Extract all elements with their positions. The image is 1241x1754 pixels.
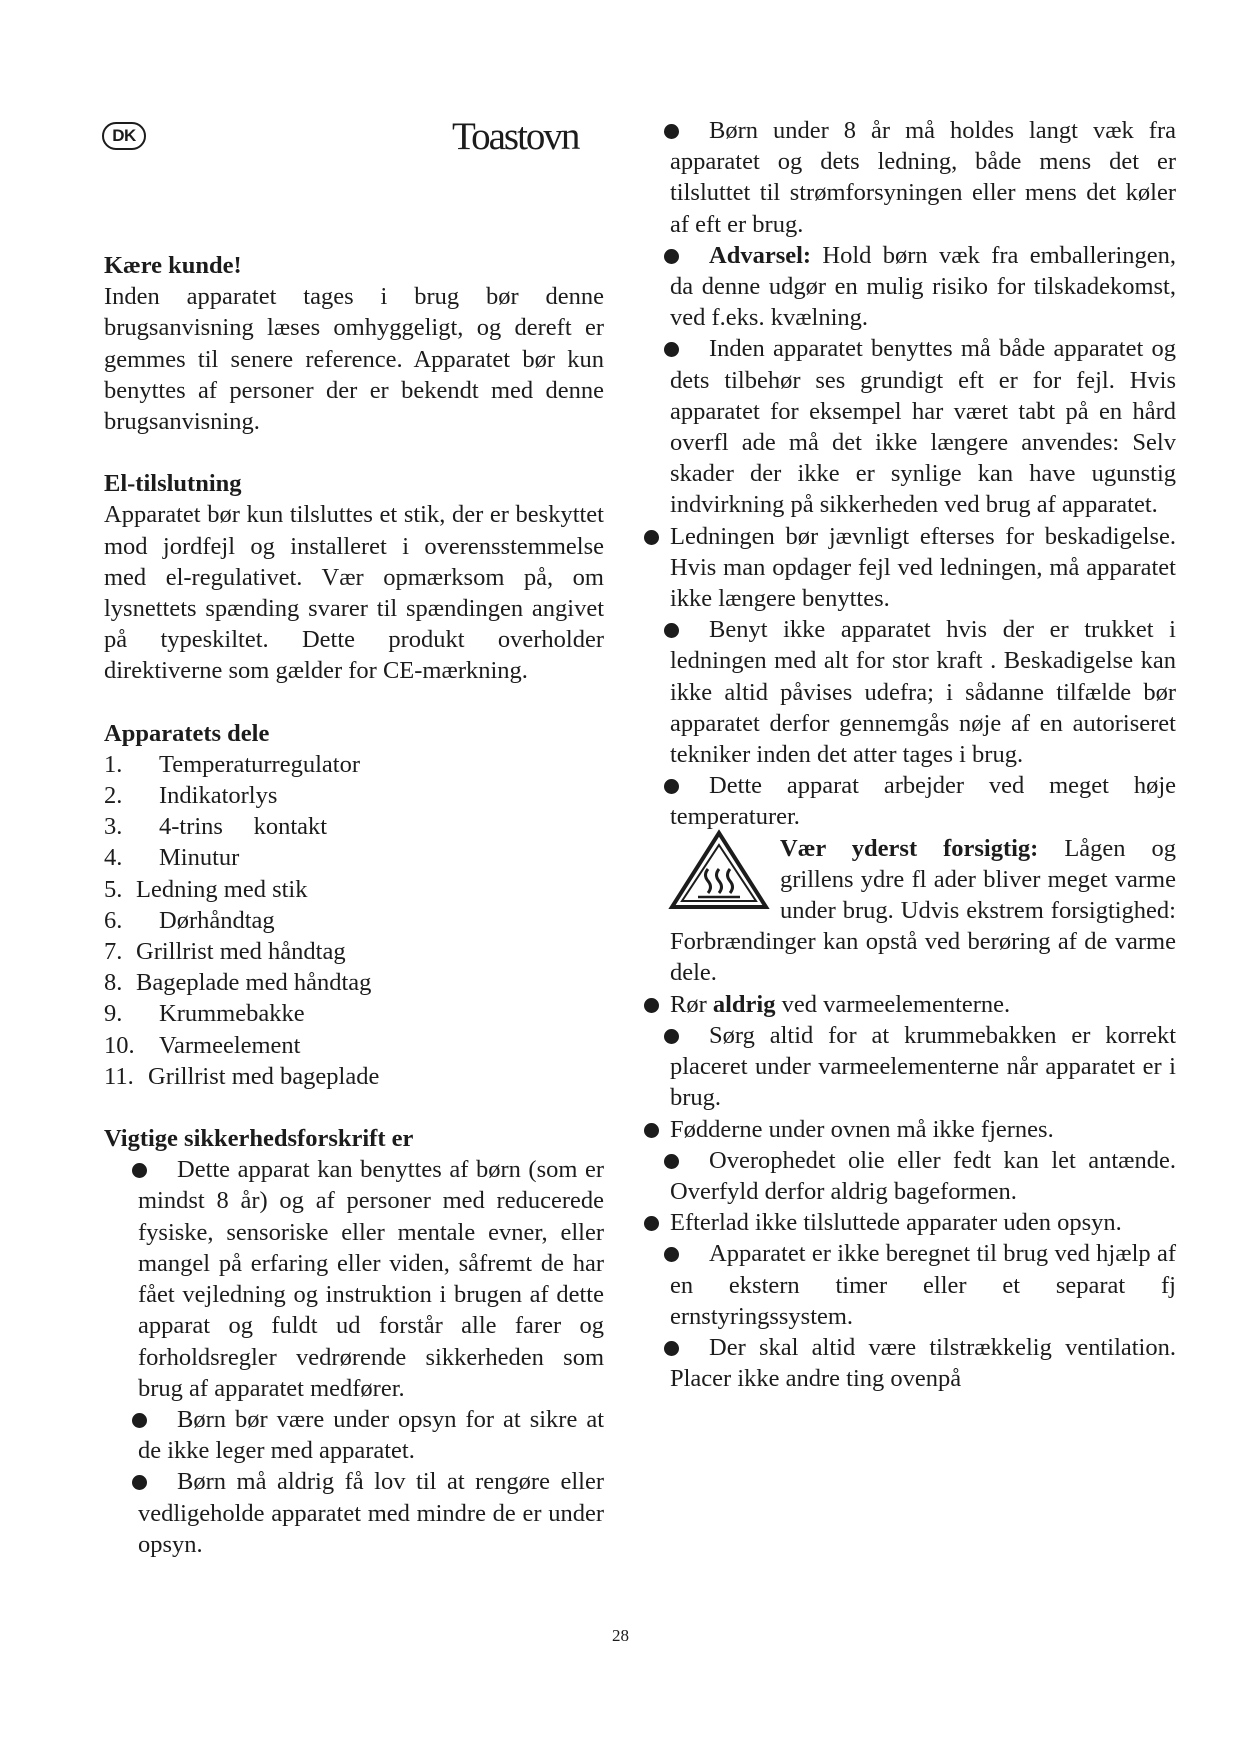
- list-item: Overophedet olie eller fedt kan let antænde. Overfyld derfor aldrig bageformen.: [670, 1145, 1176, 1207]
- list-item: Benyt ikke apparatet hvis der er trukket i ledningen med alt for stor kraft . Beskadigelse kan ikke altid påvises udefra; i sådanne tilfælde bør apparatet derfor gennemgås nøje af en autoriseret tekniker inden det atter tages i brug.: [670, 614, 1176, 770]
- list-item: Der skal altid være tilstrækkelig ventilation. Placer ikke andre ting ovenpå: [670, 1332, 1176, 1394]
- list-item: Fødderne under ovnen må ikke fjernes.: [670, 1114, 1176, 1145]
- list-item: 8. Bageplade med håndtag: [104, 969, 372, 997]
- list-item: 3. 4-trins kontakt: [104, 813, 328, 841]
- list-item: 2. Indikatorlys: [104, 782, 278, 810]
- el-heading: El-tilslutning: [104, 470, 242, 498]
- list-item: 6. Dørhåndtag: [104, 906, 275, 934]
- parts-heading: Apparatets dele: [104, 719, 270, 747]
- list-item: Børn må aldrig få lov til at rengøre eller vedligeholde apparatet med mindre de er under opsyn.: [104, 1466, 604, 1560]
- list-item: Advarsel: Hold børn væk fra emballeringen, da denne udgør en mulig risiko for tilskadekomst, ved f.eks. kvælning.: [670, 240, 1176, 334]
- left-column: [104, 250, 604, 1560]
- list-item: Dette apparat arbejder ved meget høje temperaturer.: [670, 770, 1176, 832]
- list-item: Børn under 8 år må holdes langt væk fra apparatet og dets ledning, både mens det er tilsluttet til strømforsyningen eller mens det køler af eft er brug.: [670, 115, 1176, 240]
- page-title: Toastovn: [452, 115, 579, 158]
- list-item: Efterlad ikke tilsluttede apparater uden opsyn.: [670, 1207, 1176, 1238]
- safety-heading: Vigtige sikkerhedsforskrift er: [104, 1125, 414, 1153]
- list-item: Børn bør være under opsyn for at sikre at de ikke leger med apparatet.: [104, 1404, 604, 1466]
- list-item: Apparatet er ikke beregnet til brug ved hjælp af en ekstern timer eller et separat fj ernstyringssystem.: [670, 1238, 1176, 1332]
- list-item: 7. Grillrist med håndtag: [104, 938, 346, 966]
- list-item: Ledningen bør jævnligt efterses for beskadigelse. Hvis man opdager fejl ved ledningen, må apparatet ikke længere benyttes.: [670, 521, 1176, 615]
- list-item: 4. Minutur: [104, 844, 240, 872]
- list-item: 5. Ledning med stik: [104, 875, 308, 903]
- list-item: 1. Temperaturregulator: [104, 750, 360, 778]
- intro-text: Inden apparatet tages i brug bør denne brugsanvisning læses omhyggeligt, og dereft er gemmes til senere reference. Apparatet bør kun benyttes af personer der er bekendt med denne brugsanvisning.: [104, 283, 604, 436]
- list-item: 11. Grillrist med bageplade: [104, 1062, 380, 1090]
- hot-surface-warning-icon: [668, 829, 770, 911]
- list-item: Rør aldrig ved varmeelementerne.: [670, 989, 1176, 1020]
- language-badge: DK: [102, 122, 146, 150]
- right-column: [670, 115, 1176, 1394]
- intro-heading: Kære kunde!: [104, 252, 242, 279]
- list-item: 10. Varmeelement: [104, 1031, 301, 1059]
- list-item: Dette apparat kan benyttes af børn (som er mindst 8 år) og af personer med reducerede fysiske, sensoriske eller mentale evner, eller mangel på erfaring eller viden, såfremt de har fået vejledning og instruktion i brugen af dette apparat og fuldt ud forstår alle farer og forholdsregler vedrørende sikkerheden som brug af apparatet medfører.: [104, 1154, 604, 1404]
- list-item: 9. Krummebakke: [104, 1000, 305, 1028]
- parts-list: [104, 749, 604, 1092]
- safety-list-right: [670, 115, 1176, 1394]
- hot-surface-warning: Vær yderst forsigtig: Lågen og grillens ydre fl ader bliver meget varme under brug. Udvis ekstrem forsigtighed: Forbrændinger kan opstå ved berøring af de varme dele.: [670, 833, 1176, 989]
- safety-list-left: [104, 1154, 604, 1560]
- page-number: 28: [612, 1626, 629, 1645]
- list-item: Inden apparatet benyttes må både apparatet og dets tilbehør ses grundigt eft er for fejl. Hvis apparatet for eksempel har været tabt på en hård overfl ade må det ikke længere anvendes: Selv skader der ikke er synlige kan have ugunstig indvirkning på sikkerheden ved brug af apparatet.: [670, 333, 1176, 520]
- el-text: Apparatet bør kun tilsluttes et stik, der er beskyttet mod jordfejl og installeret i overensstemmelse med el-regulativet. Vær opmærksom på, om lysnettets spænding svarer til spændingen angivet på typeskiltet. Dette produkt overholder direktiverne som gælder for CE-mærkning.: [104, 501, 604, 685]
- list-item: Sørg altid for at krummebakken er korrekt placeret under varmeelementerne når apparatet er i brug.: [670, 1020, 1176, 1114]
